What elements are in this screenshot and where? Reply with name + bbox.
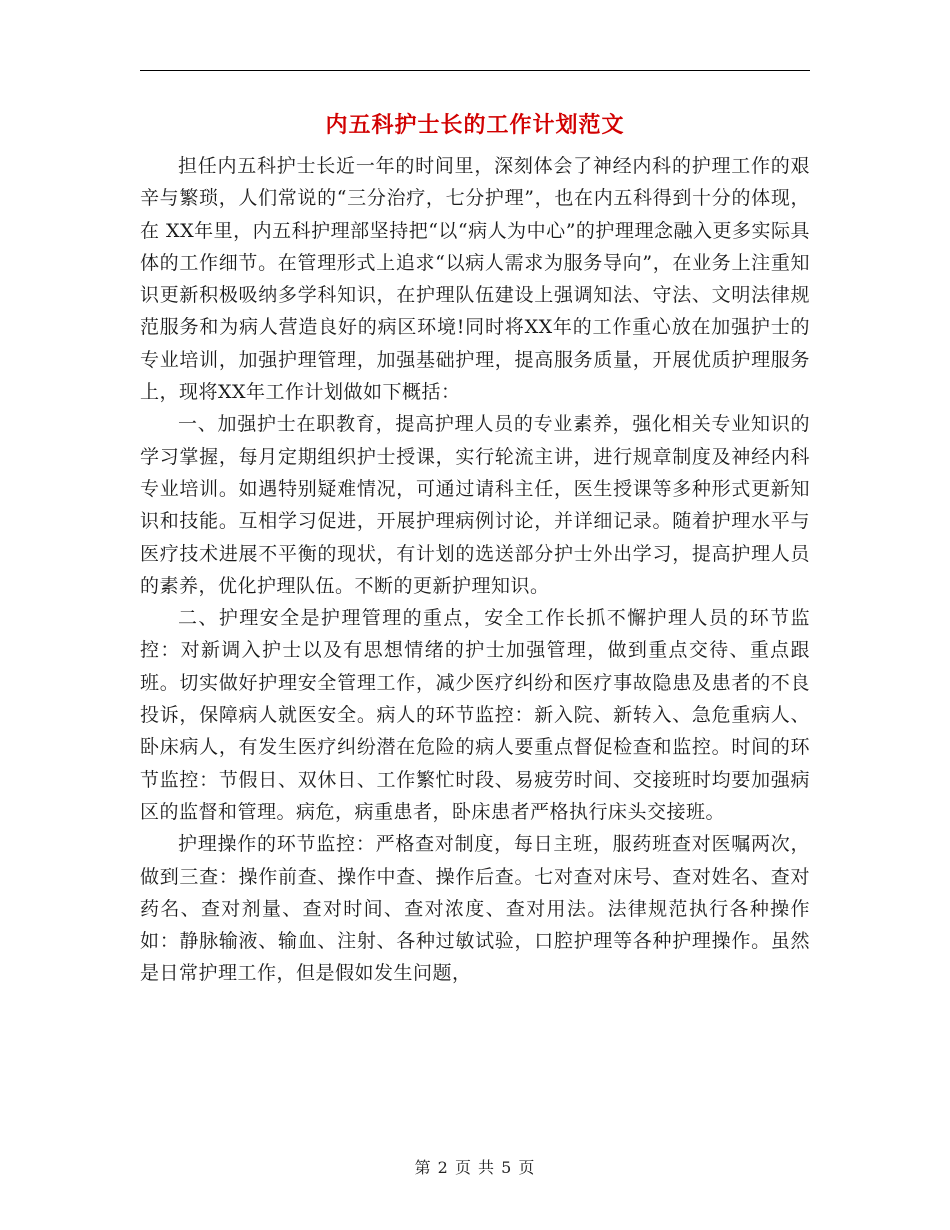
paragraph-section-two: 二、护理安全是护理管理的重点，安全工作长抓不懈护理人员的环节监控：对新调入护士以及有思想情绪的护士加强管理，做到重点交待、重点跟班。切实做好护理安全管理工作，减少医疗纠纷和医疗事故隐患及患者的不良投诉，保障病人就医安全。病人的环节监控：新入院、新转入、急危重病人、卧床病人，有发生医疗纠纷潜在危险的病人要重点督促检查和监控。时间的环节监控：节假日、双休日、工作繁忙时段、易疲劳时间、交接班时均要加强病区的监督和管理。病危，病重患者，卧床患者严格执行床头交接班。 <box>140 607 810 823</box>
paragraph-operation-monitoring: 护理操作的环节监控：严格查对制度，每日主班，服药班查对医嘱两次，做到三查：操作前查、操作中查、操作后查。七对查对床号、查对姓名、查对药名、查对剂量、查对时间、查对浓度、查对用法。法律规范执行各种操作如：静脉输液、输血、注射、各种过敏试验，口腔护理等各种护理操作。虽然是日常护理工作，但是假如发生问题， <box>140 833 810 985</box>
document-title: 内五科护士长的工作计划范文 <box>325 113 625 138</box>
page-number: 第 2 页 共 5 页 <box>414 1158 536 1177</box>
header-rule <box>140 70 810 71</box>
paragraph-section-one: 一、加强护士在职教育，提高护理人员的专业素养，强化相关专业知识的学习掌握，每月定期组织护士授课，实行轮流主讲，进行规章制度及神经内科专业培训。如遇特别疑难情况，可通过请科主任，医生授课等多种形式更新知识和技能。互相学习促进，开展护理病例讨论，并详细记录。随着护理水平与医疗技术进展不平衡的现状，有计划的选送部分护士外出学习，提高护理人员的素养，优化护理队伍。不断的更新护理知识。 <box>140 413 810 597</box>
document-body <box>140 150 810 990</box>
paragraph-intro: 担任内五科护士长近一年的时间里，深刻体会了神经内科的护理工作的艰辛与繁琐，人们常说的“三分治疗，七分护理”，也在内五科得到十分的体现，在 XX年里，内五科护理部坚持把“以“病人为中心”的护理理念融入更多实际具体的工作细节。在管理形式上追求“以病人需求为服务导向”，在业务上注重知识更新积极吸纳多学科知识，在护理队伍建设上强调知法、守法、文明法律规范服务和为病人营造良好的病区环境!同时将XX年的工作重心放在加强护士的专业培训，加强护理管理，加强基础护理，提高服务质量，开展优质护理服务上，现将XX年工作计划做如下概括： <box>140 155 810 404</box>
